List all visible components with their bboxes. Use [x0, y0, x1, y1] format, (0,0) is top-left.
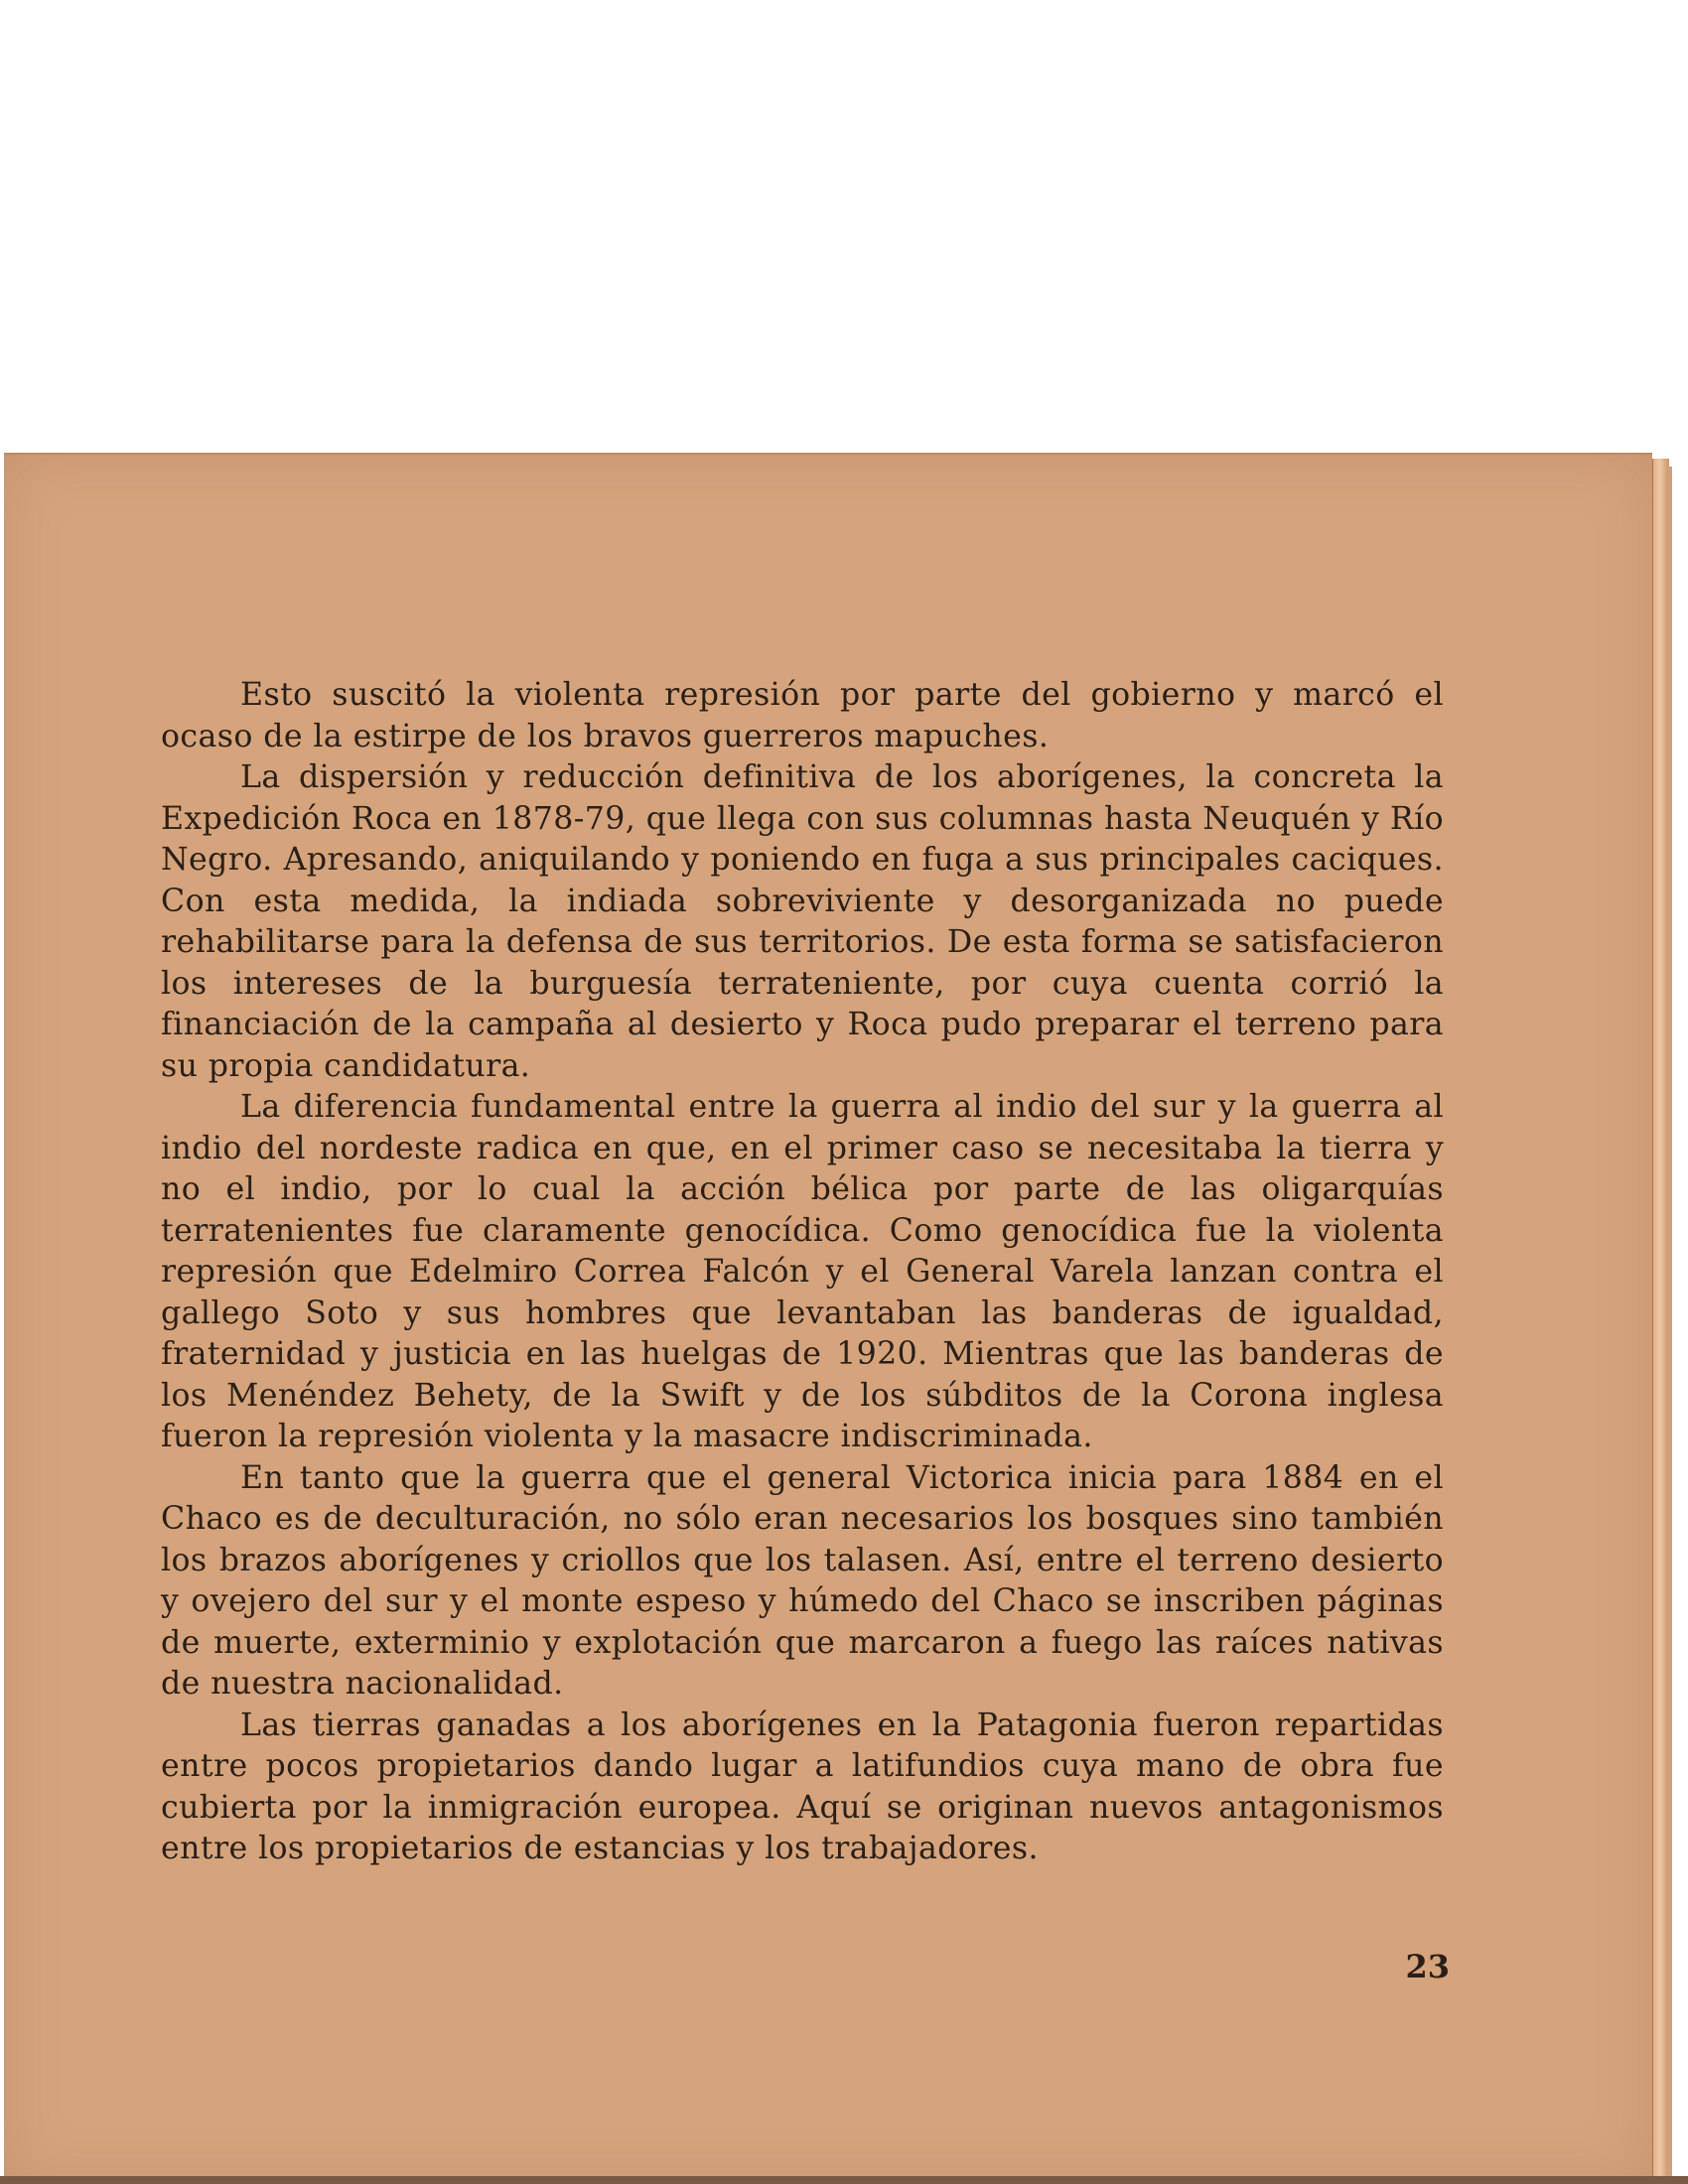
body-text: [161, 675, 1444, 1870]
paragraph-3: La diferencia fundamental entre la guerra al indio del sur y la guerra al indio del nordeste radica en que, en el primer caso se necesitaba la tierra y no el indio, por lo cual la acción bélica por parte de las oligarquías terratenientes fue claramente genocídica. Como genocídica fue la violenta represión que Edelmiro Correa Falcón y el General Varela lanzan contra el gallego Soto y sus hombres que levantaban las banderas de igualdad, fraternidad y justicia en las huelgas de 1920. Mientras que las banderas de los Menéndez Behety, de la Swift y de los súbditos de la Corona inglesa fueron la represión violenta y la masacre indiscriminada.: [161, 1089, 1444, 1454]
paragraph-4: En tanto que la guerra que el general Victorica inicia para 1884 en el Chaco es de deculturación, no sólo eran necesarios los bosques sino también los brazos aborígenes y criollos que los talasen. Así, entre el terreno desierto y ovejero del sur y el monte espeso y húmedo del Chaco se inscriben páginas de muerte, exterminio y explotación que marcaron a fuego las raíces nativas de nuestra nacionalidad.: [161, 1459, 1444, 1702]
page-edge-shadow: [1668, 467, 1672, 2184]
paragraph-1: Esto suscitó la violenta represión por parte del gobierno y marcó el ocaso de la estirpe de los bravos guerreros mapuches.: [161, 677, 1444, 754]
paragraph-5: Las tierras ganadas a los aborígenes en la Patagonia fueron repartidas entre pocos propietarios dando lugar a latifundios cuya mano de obra fue cubierta por la inmigración europea. Aquí se originan nuevos antagonismos entre los propietarios de estancias y los trabajadores.: [161, 1706, 1444, 1866]
page-edge: [1652, 459, 1669, 2184]
paragraph-2: La dispersión y reducción definitiva de los aborígenes, la concreta la Expedición Roca en 1878-79, que llega con sus columnas hasta Neuquén y Río Negro. Apresando, aniquilando y poniendo en fuga a sus principales caciques. Con esta medida, la indiada sobreviviente y desorganizada no puede rehabilitarse para la defensa de sus territorios. De esta forma se satisfacieron los intereses de la burguesía terrateniente, por cuya cuenta corrió la financiación de la campaña al desierto y Roca pudo preparar el terreno para su propia candidatura.: [161, 759, 1444, 1084]
scan-bottom-edge: [0, 2176, 1688, 2184]
page-number: 23: [1405, 1948, 1450, 1985]
